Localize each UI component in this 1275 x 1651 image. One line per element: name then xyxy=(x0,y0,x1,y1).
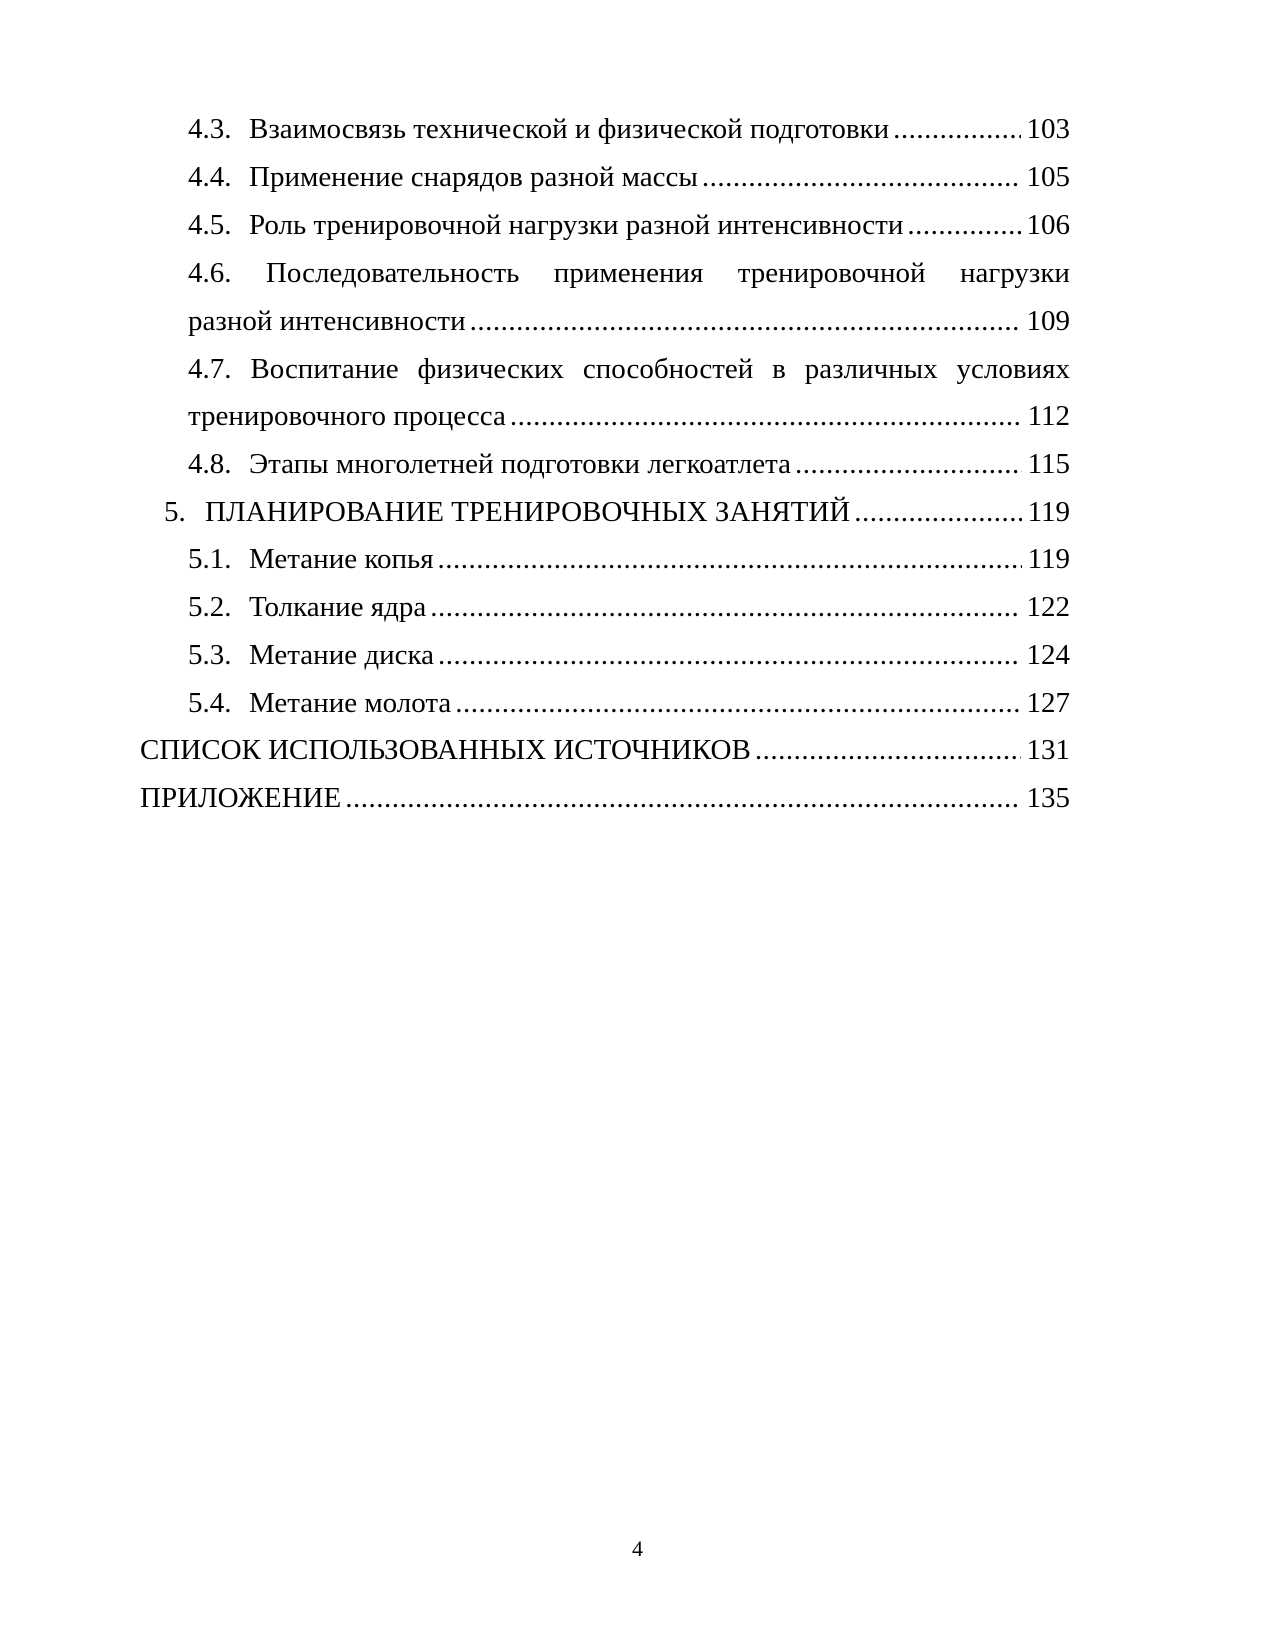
toc-entry-word: физических xyxy=(417,353,564,385)
dot-leader xyxy=(510,394,1022,438)
toc-entry-title: Толкание ядра xyxy=(249,591,427,623)
page-number: 4 xyxy=(632,1536,643,1561)
dot-leader xyxy=(907,203,1020,247)
toc-entry-5-1[interactable] xyxy=(188,537,1070,581)
dot-leader xyxy=(455,681,1020,725)
toc-entry-title: СПИСОК ИСПОЛЬЗОВАННЫХ ИСТОЧНИКОВ xyxy=(140,734,751,766)
toc-entry-title: Метание молота xyxy=(249,687,452,719)
toc-entry-number: 4.5. xyxy=(188,209,232,241)
toc-entry-second-line xyxy=(188,299,1070,343)
toc-entry-4-5[interactable] xyxy=(188,203,1070,247)
dot-leader xyxy=(702,155,1021,199)
toc-entry-title: Метание копья xyxy=(249,543,434,575)
toc-entry-title: Применение снарядов разной массы xyxy=(249,161,698,193)
toc-entry-number: 4.3. xyxy=(188,113,232,145)
toc-entry-number: 4.6. xyxy=(188,257,232,289)
toc-entry-references[interactable] xyxy=(140,728,1070,772)
toc-entry-4-8[interactable] xyxy=(188,442,1070,486)
toc-entry-second-line xyxy=(188,394,1070,438)
dot-leader xyxy=(893,107,1020,151)
toc-entry-page: 105 xyxy=(1026,161,1070,193)
toc-entry-number: 4.7. xyxy=(188,353,232,385)
toc-entry-page: 103 xyxy=(1026,113,1070,145)
toc-entry-first-line xyxy=(188,347,1070,391)
toc-entry-5[interactable] xyxy=(164,490,1070,534)
toc-entry-number: 5.1. xyxy=(188,543,232,575)
dot-leader xyxy=(438,633,1020,677)
toc-entry-title: Метание диска xyxy=(249,639,435,671)
toc-entry-page: 119 xyxy=(1027,543,1070,575)
toc-entry-number: 5.3. xyxy=(188,639,232,671)
toc-entry-appendix[interactable] xyxy=(140,776,1070,820)
toc-entry-number: 4.4. xyxy=(188,161,232,193)
toc-entry-word: тренировочной xyxy=(737,257,926,289)
toc-entry-page: 122 xyxy=(1026,591,1070,623)
toc-entry-4-4[interactable] xyxy=(188,155,1070,199)
toc-entry-word: Воспитание xyxy=(250,353,399,385)
toc-entry-title: Роль тренировочной нагрузки разной интенсивности xyxy=(249,209,904,241)
toc-entry-title: тренировочного процесса xyxy=(188,400,506,432)
toc-entry-word: Последовательность xyxy=(265,257,520,289)
toc-entry-4-3[interactable] xyxy=(188,107,1070,151)
toc-entry-word: условиях xyxy=(956,353,1070,385)
toc-entry-word: способностей xyxy=(582,353,754,385)
toc-entry-number: 4.8. xyxy=(188,448,232,480)
toc-entry-first-line xyxy=(188,251,1070,295)
toc-entry-page: 112 xyxy=(1027,400,1070,432)
toc-entry-word: различных xyxy=(804,353,938,385)
toc-entry-page: 115 xyxy=(1027,448,1070,480)
dot-leader xyxy=(795,442,1022,486)
dot-leader xyxy=(430,585,1020,629)
dot-leader xyxy=(854,490,1021,534)
toc-entry-number: 5. xyxy=(164,496,186,528)
toc-entry-page: 109 xyxy=(1026,305,1070,337)
toc-entry-title: Взаимосвязь технической и физической подготовки xyxy=(249,113,890,145)
toc-entry-number: 5.4. xyxy=(188,687,232,719)
toc-entry-title: Этапы многолетней подготовки легкоатлета xyxy=(249,448,791,480)
dot-leader xyxy=(345,776,1020,820)
toc-entry-page: 131 xyxy=(1026,734,1070,766)
toc-entry-page: 127 xyxy=(1026,687,1070,719)
toc-entry-word: в xyxy=(772,353,786,385)
dot-leader xyxy=(755,728,1021,772)
toc-entry-title: ПРИЛОЖЕНИЕ xyxy=(140,782,342,814)
toc-entry-page: 119 xyxy=(1027,496,1070,528)
toc-entry-page: 106 xyxy=(1026,209,1070,241)
toc-entry-word: применения xyxy=(553,257,704,289)
toc-entry-page: 124 xyxy=(1026,639,1070,671)
toc-entry-word: нагрузки xyxy=(959,257,1070,289)
toc-entry-title: ПЛАНИРОВАНИЕ ТРЕНИРОВОЧНЫХ ЗАНЯТИЙ xyxy=(205,496,851,528)
dot-leader xyxy=(438,537,1022,581)
toc-entry-5-4[interactable] xyxy=(188,681,1070,725)
dot-leader xyxy=(470,299,1021,343)
toc-entry-5-2[interactable] xyxy=(188,585,1070,629)
toc-entry-page: 135 xyxy=(1026,782,1070,814)
toc-entry-title: разной интенсивности xyxy=(188,305,466,337)
toc-entry-number: 5.2. xyxy=(188,591,232,623)
toc-entry-5-3[interactable] xyxy=(188,633,1070,677)
